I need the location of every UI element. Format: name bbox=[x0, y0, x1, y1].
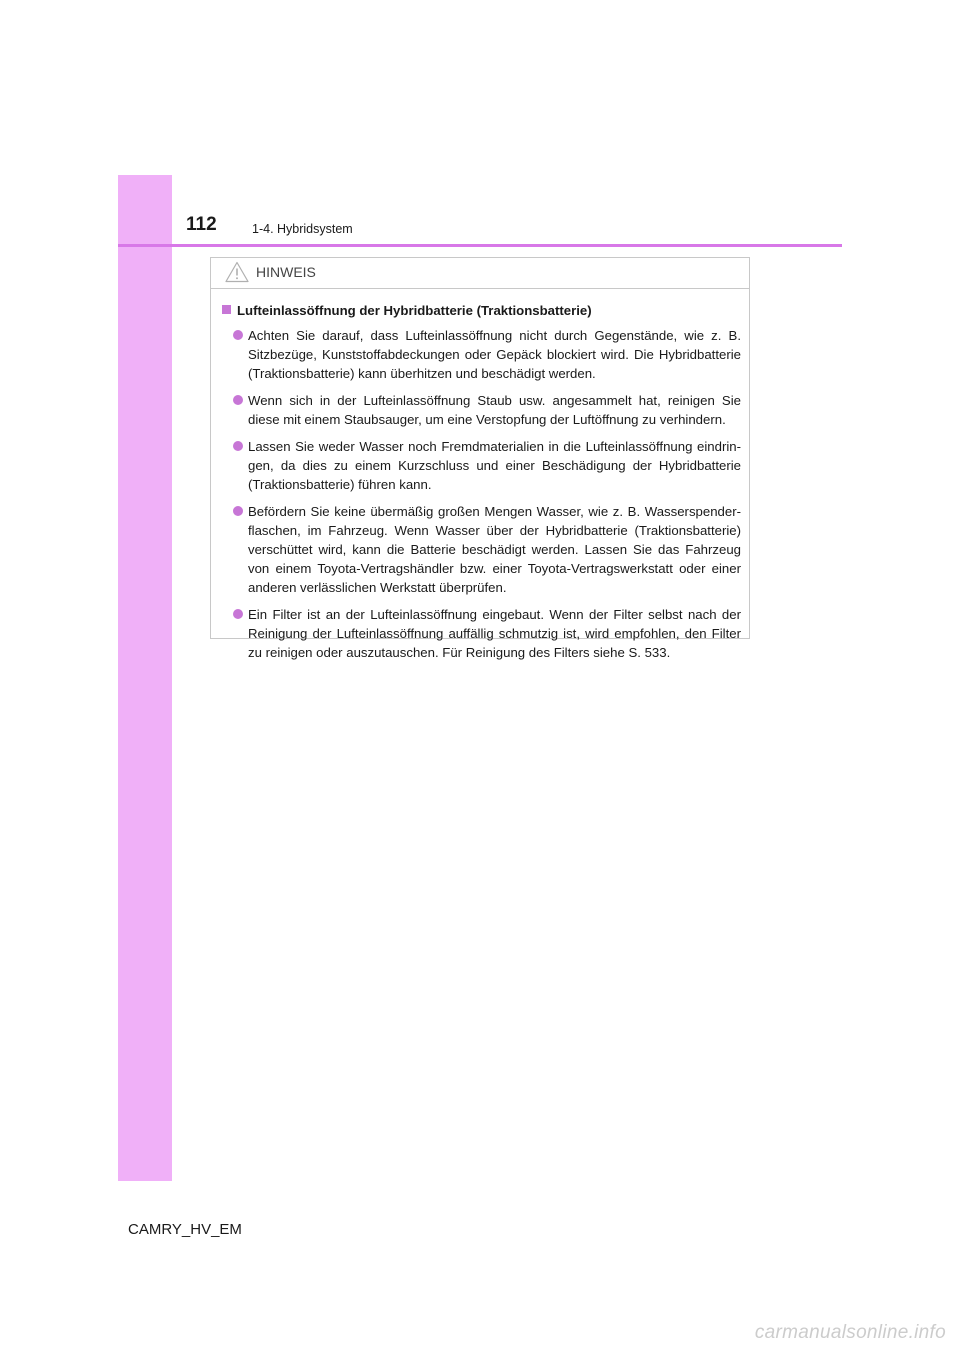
bullet-text: Lassen Sie weder Wasser noch Fremdmaterialien in die Lufteinlassöffnung eindrin- gen, da dies zu einem Kurzschluss und einer Beschädigung der Hybridbatterie (Traktionsbatterie) führen kann. bbox=[248, 439, 741, 492]
notice-box bbox=[210, 257, 750, 660]
circle-bullet-icon bbox=[233, 395, 243, 405]
square-bullet-icon bbox=[222, 305, 231, 314]
notice-body bbox=[211, 289, 749, 662]
subheading-text: Lufteinlassöffnung der Hybridbatterie (Traktionsbatterie) bbox=[237, 303, 592, 318]
list-item bbox=[220, 502, 741, 597]
document-code: CAMRY_HV_EM bbox=[128, 1221, 242, 1238]
page-number: 112 bbox=[186, 214, 217, 235]
watermark: carmanualsonline.info bbox=[754, 1322, 946, 1343]
circle-bullet-icon bbox=[233, 441, 243, 451]
section-title: 1-4. Hybridsystem bbox=[252, 222, 353, 236]
bullet-text: Achten Sie darauf, dass Lufteinlassöffnung nicht durch Gegenstände, wie z. B. Sitzbezüge, Kunststoffabdeckungen oder Gepäck blockiert wird. Die Hybridbatterie (Traktionsbatterie) kann überhitzen und beschädigt werden. bbox=[248, 328, 741, 381]
list-item bbox=[220, 326, 741, 383]
notice-subheading bbox=[220, 301, 741, 320]
bullet-text: Befördern Sie keine übermäßig großen Mengen Wasser, wie z. B. Wasserspender- flaschen, im Fahrzeug. Wenn Wasser über der Hybridbatterie (Traktionsbatterie) verschüttet wird, kann die Batterie beschädigt werden. Lassen Sie das Fahrzeug von einem Toyota-Vertragshändler bzw. einer Toyota-Vertragswerkstatt oder einer anderen verlässlichen Werkstatt überprüfen. bbox=[248, 504, 741, 595]
notice-title: HINWEIS bbox=[256, 264, 316, 280]
circle-bullet-icon bbox=[233, 506, 243, 516]
circle-bullet-icon bbox=[233, 330, 243, 340]
list-item bbox=[220, 437, 741, 494]
list-item bbox=[220, 391, 741, 429]
notice-header bbox=[211, 258, 749, 289]
chapter-side-bar bbox=[118, 175, 172, 1181]
circle-bullet-icon bbox=[233, 609, 243, 619]
bullet-text: Ein Filter ist an der Lufteinlassöffnung eingebaut. Wenn der Filter selbst nach der Reinigung der Lufteinlassöffnung auffällig schmutzig ist, wird empfohlen, den Filter zu reinigen oder auszutauschen. Für Reinigung des Filters siehe S. 533. bbox=[248, 607, 741, 660]
list-item bbox=[220, 605, 741, 662]
header-rule bbox=[118, 244, 842, 247]
bullet-text: Wenn sich in der Lufteinlassöffnung Staub usw. angesammelt hat, reinigen Sie diese mit einem Staubsauger, um eine Verstopfung der Luftöffnung zu verhindern. bbox=[248, 393, 741, 427]
warning-triangle-icon bbox=[225, 261, 249, 283]
